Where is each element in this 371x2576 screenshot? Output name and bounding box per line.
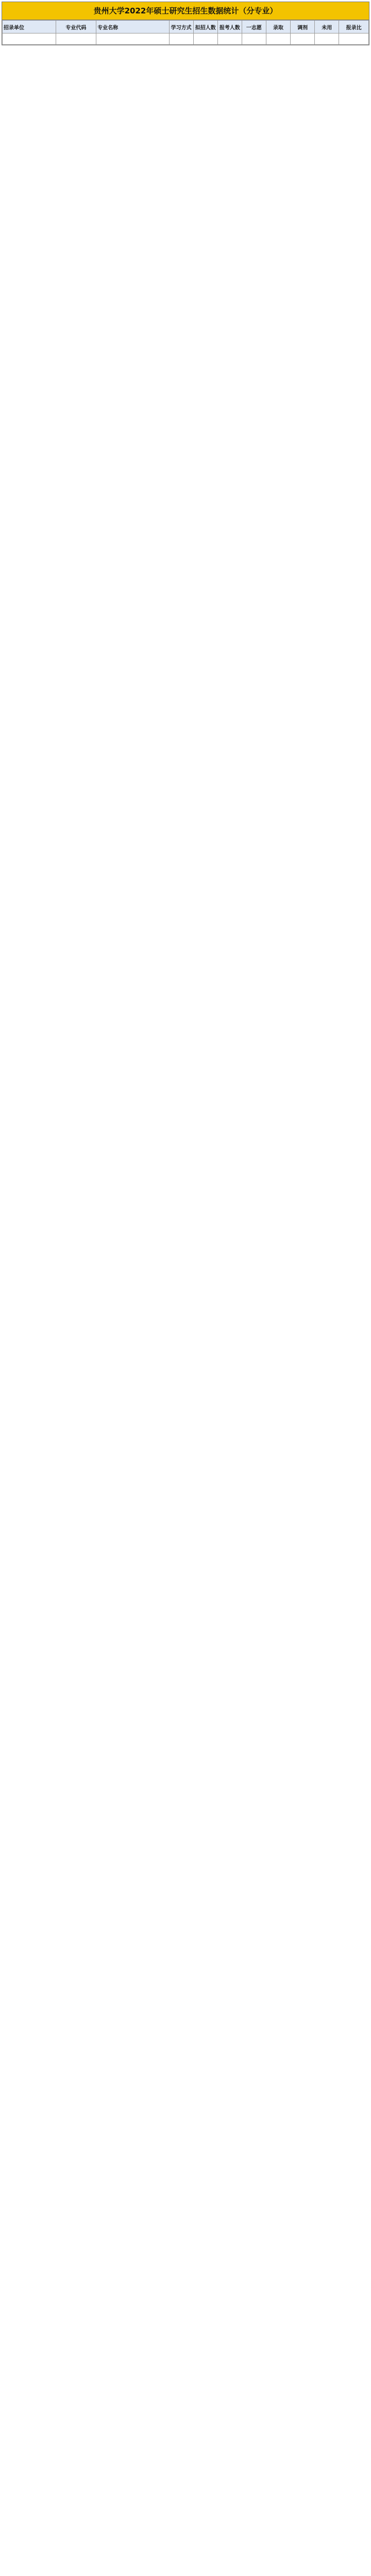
header-first-choice: 一志愿 (242, 21, 266, 33)
header-name: 专业名称 (96, 21, 169, 33)
cell-enrolled (266, 33, 290, 45)
cell-name (96, 33, 169, 45)
header-enrolled: 录取 (266, 21, 290, 33)
cell-school (3, 33, 56, 45)
page (2, 2, 369, 45)
table-row (3, 33, 369, 45)
header-unused: 未用 (315, 21, 339, 33)
cell-plan (193, 33, 217, 45)
cell-code (56, 33, 96, 45)
header-code: 专业代码 (56, 21, 96, 33)
cell-type (169, 33, 193, 45)
header-ratio: 报录比 (339, 21, 369, 33)
header-adjusted: 调剂 (291, 21, 315, 33)
cell-first-choice (242, 33, 266, 45)
table-header-row (3, 21, 369, 33)
cell-adjusted (291, 33, 315, 45)
cell-ratio (339, 33, 369, 45)
table-body (3, 33, 369, 45)
admissions-table (2, 20, 369, 45)
header-school: 招录单位 (3, 21, 56, 33)
header-applicants: 报考人数 (217, 21, 242, 33)
header-type: 学习方式 (169, 21, 193, 33)
cell-applicants (217, 33, 242, 45)
header-plan: 拟招人数 (193, 21, 217, 33)
cell-unused (315, 33, 339, 45)
page-title: 贵州大学2022年硕士研究生招生数据统计（分专业） (2, 2, 369, 20)
